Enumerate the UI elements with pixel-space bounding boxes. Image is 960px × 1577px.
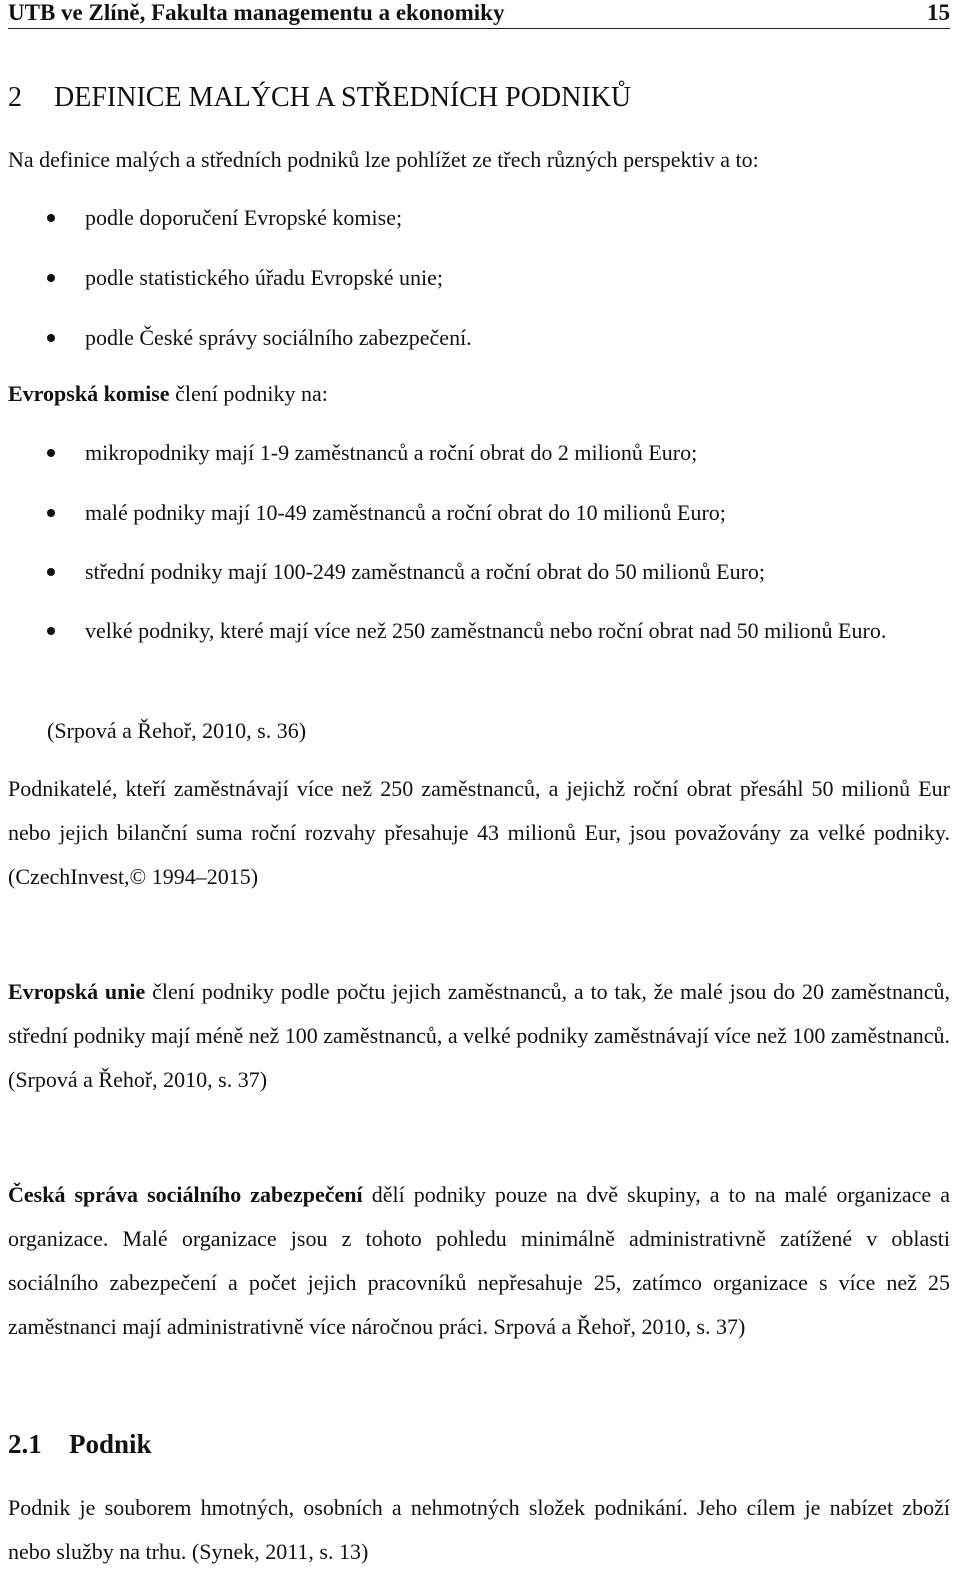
chapter-title: DEFINICE MALÝCH A STŘEDNÍCH PODNIKŮ — [54, 82, 632, 113]
list-item: podle statistického úřadu Evropské unie; — [47, 256, 950, 300]
chapter-heading — [8, 81, 631, 115]
header-institution: UTB ve Zlíně, Fakulta managementu a ekonomiky — [8, 0, 505, 25]
paragraph-podnik: Podnik je souborem hmotných, osobních a nehmotných složek podnikání. Jeho cílem je nabízet zboží nebo služby na trhu. (Synek, 2011, s. 13) — [8, 1495, 950, 1564]
eu-term: Evropská unie — [8, 979, 146, 1004]
section-number: 2.1 — [8, 1429, 42, 1459]
bullet-icon — [47, 334, 55, 342]
paragraph-entrepreneurs: Podnikatelé, kteří zaměstnávají více než 250 zaměstnanců, a jejichž roční obrat přesáhl 50 milionů Eur nebo jejich bilanční suma roční rozvahy přesahuje 43 milionů Eur, jsou považovány za velké podniky. (CzechInvest,© 1994–2015) — [8, 776, 950, 889]
paragraph-cssz: Česká správa sociálního zabezpečení dělí podniky pouze na dvě skupiny, a to na malé organizace a organizace. Malé organizace jsou z tohoto pohledu minimálně administrativně zatížené v oblasti sociálního zabezpečení a počet jejich pracovníků nepřesahuje 25, zatímco organizace s více než 25 zaměstnanci mají administrativně více náročnou práci. Srpová a Řehoř, 2010, s. 37) — [8, 1182, 950, 1339]
intro-text: Na definice malých a středních podniků lze pohlížet ze třech různých perspektiv a to: — [8, 147, 759, 172]
commission-citation: (Srpová a Řehoř, 2010, s. 36) — [47, 718, 307, 743]
bullet-icon — [47, 568, 55, 576]
bullet-icon — [47, 274, 55, 282]
bullet-icon — [47, 509, 55, 517]
commission-intro: Evropská komise člení podniky na: — [8, 381, 328, 406]
section-heading — [8, 1427, 152, 1461]
section-title: Podnik — [69, 1429, 152, 1459]
list-item: podle České správy sociálního zabezpečení. — [47, 316, 950, 360]
list-item: podle doporučení Evropské komise; — [47, 196, 950, 240]
running-header — [8, 0, 950, 29]
list-item: velké podniky, které mají více než 250 zaměstnanců nebo roční obrat nad 50 milionů Euro. — [47, 609, 950, 653]
bullet-icon — [47, 449, 55, 457]
bullet-icon — [47, 214, 55, 222]
cssz-term: Česká správa sociálního zabezpečení — [8, 1182, 363, 1207]
paragraph-eu: Evropská unie člení podniky podle počtu jejich zaměstnanců, a to tak, že malé jsou do 20 zaměstnanců, střední podniky mají méně než 100 zaměstnanců, a velké podniky zaměstnávají více než 100 zaměstnanců. (Srpová a Řehoř, 2010, s. 37) — [8, 979, 951, 1092]
list-item: mikropodniky mají 1-9 zaměstnanců a roční obrat do 2 milionů Euro; — [47, 431, 950, 475]
page-number: 15 — [927, 0, 950, 25]
list-item: střední podniky mají 100-249 zaměstnanců a roční obrat do 50 milionů Euro; — [47, 550, 950, 594]
bullet-icon — [47, 627, 55, 635]
chapter-number: 2 — [8, 82, 22, 113]
list-item: malé podniky mají 10-49 zaměstnanců a roční obrat do 10 milionů Euro; — [47, 491, 950, 535]
commission-term: Evropská komise — [8, 381, 170, 406]
